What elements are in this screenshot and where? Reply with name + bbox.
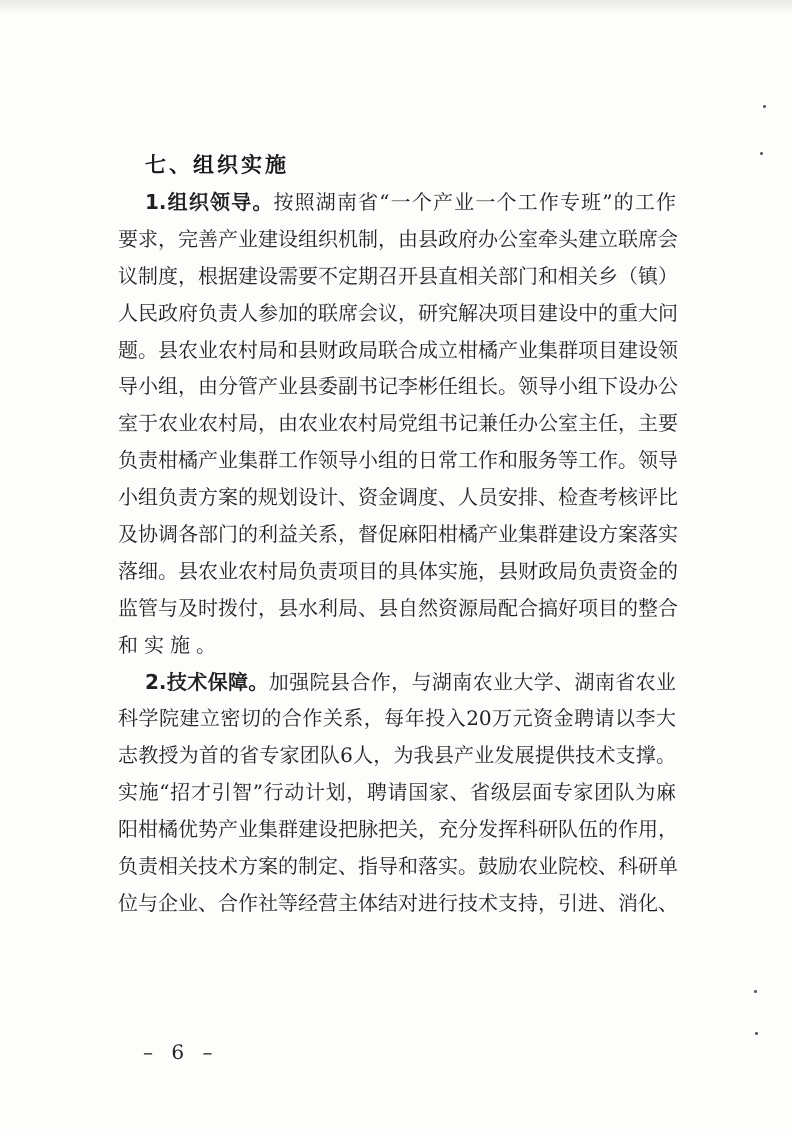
line-text: 室于农业农村局，由农业农村局党组书记兼任办公室主任，主要 (118, 411, 678, 436)
text-line (118, 258, 676, 295)
paragraph-lead: 2.技术保障。 (145, 669, 269, 694)
scan-edge (0, 0, 792, 14)
line-text: 人民政府负责人参加的联席会议，研究解决项目建设中的重大问 (118, 300, 678, 325)
section-heading: 七、组织实施 (145, 153, 289, 177)
scan-speck (754, 990, 757, 993)
text-line (118, 700, 676, 737)
line-text: 志教授为首的省专家团队6人，为我县产业发展提供技术支撑。 (118, 743, 676, 768)
line-text: 负责柑橘产业集群工作领导小组的日常工作和服务等工作。领导 (118, 448, 678, 473)
line-text: 议制度，根据建设需要不定期召开县直相关部门和相关乡（镇） (118, 263, 678, 288)
text-line (118, 184, 676, 221)
scan-speck (763, 105, 766, 108)
line-text: 题。县农业农村局和县财政局联合成立柑橘产业集群项目建设领 (118, 337, 678, 362)
text-line (118, 737, 676, 774)
line-text: 落细。县农业农村局负责项目的具体实施，县财政局负责资金的 (118, 558, 678, 583)
line-text: 负责相关技术方案的制定、指导和落实。鼓励农业院校、科研单 (118, 854, 678, 879)
line-text: 加强院县合作，与湖南农业大学、湖南省农业 (268, 669, 677, 694)
text-line (118, 664, 676, 701)
line-text: 要求，完善产业建设组织机制，由县政府办公室牵头建立联席会 (118, 226, 678, 251)
text-line (118, 627, 676, 664)
scan-speck (755, 1032, 758, 1035)
scan-speck (760, 152, 763, 155)
text-line (118, 368, 676, 405)
document-body (118, 184, 676, 922)
paragraph-lead: 1.组织领导。 (145, 190, 274, 214)
line-text: 小组负责方案的规划设计、资金调度、人员安排、检查考核评比 (118, 485, 678, 510)
line-text: 和实施。 (118, 632, 222, 657)
text-line (118, 442, 676, 479)
line-text: 位与企业、合作社等经营主体结对进行技术支持，引进、消化、 (118, 890, 678, 915)
text-line (118, 295, 676, 332)
text-line (118, 848, 676, 885)
line-text: 按照湖南省“一个产业一个工作专班”的工作 (273, 190, 676, 214)
text-line (118, 885, 676, 922)
line-text: 阳柑橘优势产业集群建设把脉把关，充分发挥科研队伍的作用， (118, 817, 678, 842)
text-line (118, 516, 676, 553)
line-text: 科学院建立密切的合作关系，每年投入20万元资金聘请以李大 (118, 706, 676, 731)
line-text: 实施“招才引智”行动计划，聘请国家、省级层面专家团队为麻 (118, 780, 676, 805)
line-text: 导小组，由分管产业县委副书记李彬任组长。领导小组下设办公 (118, 374, 678, 399)
text-line (118, 332, 676, 369)
page-number: – 6 – (143, 1040, 219, 1064)
text-line (118, 479, 676, 516)
text-line (118, 590, 676, 627)
text-line (118, 553, 676, 590)
text-line (118, 405, 676, 442)
text-line (118, 811, 676, 848)
line-text: 监管与及时拨付，县水利局、县自然资源局配合搞好项目的整合 (118, 595, 678, 620)
text-line (118, 221, 676, 258)
line-text: 及协调各部门的利益关系，督促麻阳柑橘产业集群建设方案落实 (118, 522, 678, 547)
text-line (118, 774, 676, 811)
